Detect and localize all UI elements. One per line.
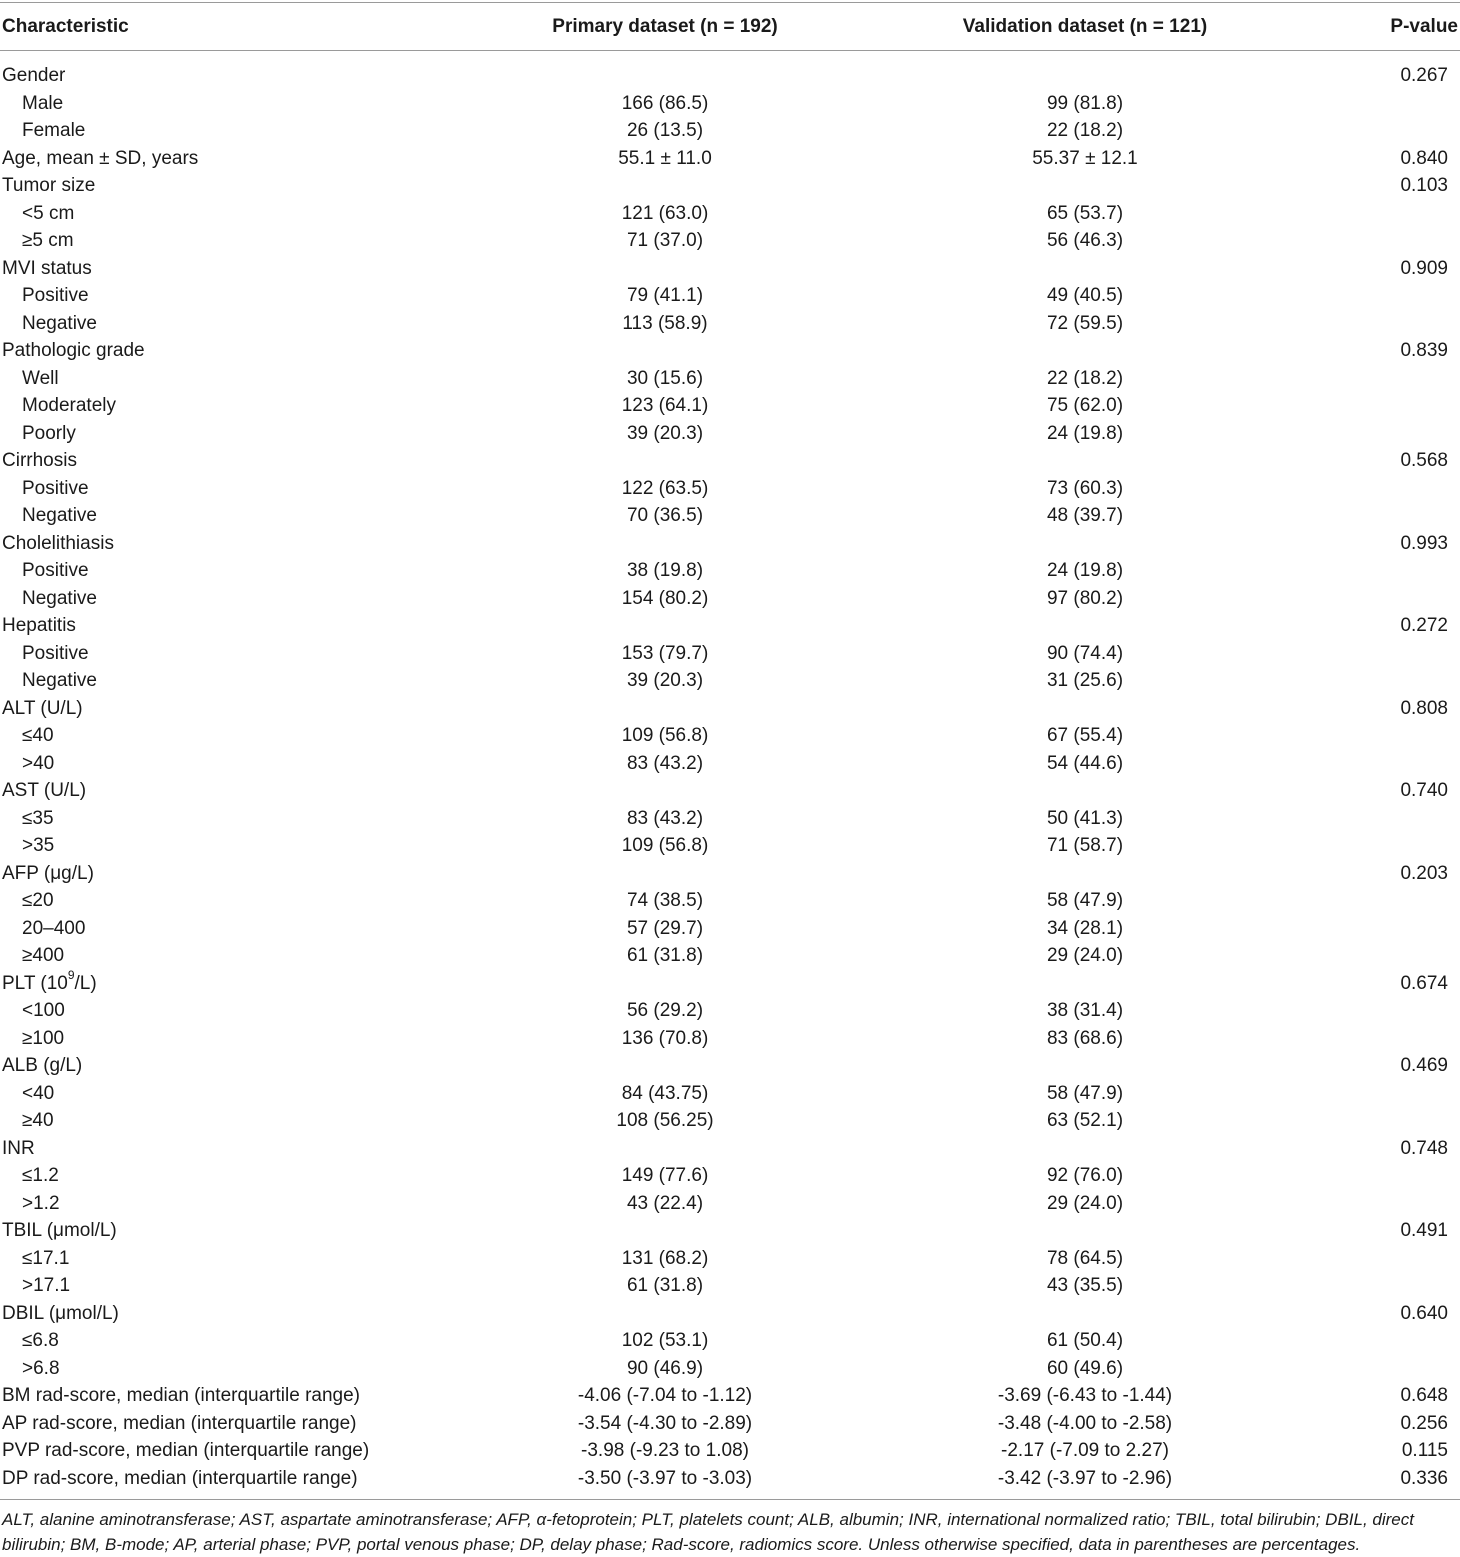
- row-p-value: 0.568: [1400, 450, 1448, 471]
- header-validation-dataset: Validation dataset (n = 121): [962, 16, 1208, 37]
- table-row: [0, 1135, 1460, 1163]
- table-row: [0, 942, 1460, 970]
- row-validation-value: 55.37 ± 12.1: [1032, 147, 1138, 169]
- row-primary-value: 74 (38.5): [626, 890, 704, 911]
- table-row: [0, 1190, 1460, 1218]
- table-row: [0, 585, 1460, 613]
- row-validation-value: 24 (19.8): [1046, 560, 1124, 581]
- row-validation-value: 65 (53.7): [1046, 202, 1124, 224]
- row-primary-value: 108 (56.25): [616, 1110, 714, 1131]
- row-characteristic: Positive: [22, 285, 89, 306]
- row-characteristic: Negative: [22, 670, 97, 691]
- header-characteristic: Characteristic: [2, 16, 129, 37]
- table-row: [0, 695, 1460, 723]
- row-p-value: 0.840: [1400, 147, 1448, 169]
- row-characteristic: AP rad-score, median (interquartile range): [2, 1412, 357, 1434]
- header-primary-dataset: Primary dataset (n = 192): [552, 16, 778, 37]
- row-characteristic: ≤17.1: [22, 1247, 70, 1269]
- row-characteristic: ALT (U/L): [2, 697, 83, 719]
- row-validation-value: 67 (55.4): [1046, 725, 1124, 746]
- table-row: [0, 145, 1460, 173]
- table-header-row: [0, 12, 1460, 42]
- row-primary-value: 38 (19.8): [626, 560, 704, 581]
- row-validation-value: 97 (80.2): [1046, 587, 1124, 609]
- row-validation-value: 90 (74.4): [1046, 642, 1124, 664]
- row-characteristic: Moderately: [22, 395, 116, 416]
- row-primary-value: 154 (80.2): [621, 587, 709, 609]
- table-row: [0, 640, 1460, 668]
- row-validation-value: 61 (50.4): [1046, 1330, 1124, 1351]
- row-validation-value: 22 (18.2): [1046, 367, 1124, 389]
- row-p-value: 0.115: [1401, 1440, 1448, 1461]
- row-validation-value: 34 (28.1): [1046, 917, 1124, 939]
- row-characteristic: ≥100: [22, 1027, 65, 1049]
- table-row: [0, 1327, 1460, 1355]
- row-validation-value: 50 (41.3): [1046, 807, 1124, 829]
- row-primary-value: 123 (64.1): [621, 395, 709, 416]
- row-characteristic: Gender: [2, 65, 66, 86]
- row-characteristic: MVI status: [2, 257, 92, 279]
- row-primary-value: 61 (31.8): [626, 945, 704, 966]
- row-characteristic: ≥5 cm: [22, 230, 74, 251]
- row-primary-value: -4.06 (-7.04 to -1.12): [577, 1385, 753, 1406]
- table-row: [0, 1272, 1460, 1300]
- row-characteristic: Pathologic grade: [2, 340, 145, 361]
- row-primary-value: 102 (53.1): [621, 1330, 709, 1351]
- row-characteristic: BM rad-score, median (interquartile range): [2, 1385, 360, 1406]
- row-p-value: 0.336: [1400, 1467, 1448, 1489]
- table-row: [0, 172, 1460, 200]
- row-validation-value: 29 (24.0): [1046, 1192, 1124, 1214]
- row-characteristic-text: PLT (10: [2, 972, 68, 994]
- row-primary-value: 131 (68.2): [621, 1247, 709, 1269]
- table-row: [0, 62, 1460, 90]
- row-validation-value: 99 (81.8): [1046, 92, 1124, 114]
- row-characteristic: >17.1: [22, 1275, 71, 1296]
- table-row: [0, 970, 1460, 998]
- row-p-value: 0.272: [1400, 615, 1448, 636]
- table-row: [0, 832, 1460, 860]
- row-validation-value: 38 (31.4): [1046, 1000, 1124, 1021]
- row-characteristic: ≤1.2: [22, 1165, 59, 1186]
- row-characteristic: 20–400: [22, 917, 86, 939]
- row-primary-value: 71 (37.0): [626, 230, 704, 251]
- table-row: [0, 1465, 1460, 1493]
- row-primary-value: 61 (31.8): [626, 1275, 704, 1296]
- row-characteristic: Cholelithiasis: [2, 532, 114, 554]
- row-primary-value: -3.54 (-4.30 to -2.89): [577, 1412, 753, 1434]
- row-characteristic: ≤40: [22, 725, 54, 746]
- row-characteristic: Positive: [22, 477, 89, 499]
- row-validation-value: 22 (18.2): [1046, 120, 1124, 141]
- row-characteristic-tail: /L): [74, 972, 97, 994]
- row-primary-value: 55.1 ± 11.0: [618, 147, 712, 169]
- table-row: [0, 750, 1460, 778]
- row-characteristic: ≤6.8: [22, 1330, 59, 1351]
- table-row: [0, 255, 1460, 283]
- table-footnote: ALT, alanine aminotransferase; AST, aspartate aminotransferase; AFP, α-fetoprotein; PLT, platelets count; ALB, albumin; INR, international normalized ratio; TBIL, total bilirubin; DBIL, direct bilirubin; BM, B-mode; AP, arterial phase; PVP, portal venous phase; DP, delay phase; Rad-score, radiomics score. Unless otherwise specified, data in parentheses are percentages.: [2, 1510, 1414, 1554]
- table-top-rule: [0, 2, 1460, 3]
- row-primary-value: -3.98 (-9.23 to 1.08): [581, 1440, 749, 1461]
- row-primary-value: 43 (22.4): [626, 1192, 704, 1214]
- row-primary-value: 84 (43.75): [621, 1082, 709, 1104]
- row-characteristic: AST (U/L): [2, 780, 87, 801]
- row-characteristic: ≤35: [22, 807, 54, 829]
- row-validation-value: 49 (40.5): [1046, 285, 1124, 306]
- row-p-value: 0.909: [1400, 257, 1448, 279]
- table-header-rule: [0, 50, 1460, 51]
- table-row: [0, 557, 1460, 585]
- row-characteristic: DP rad-score, median (interquartile range): [2, 1467, 358, 1489]
- row-characteristic: <100: [22, 1000, 65, 1021]
- table-bottom-rule: [0, 1499, 1460, 1500]
- row-primary-value: 121 (63.0): [621, 202, 709, 224]
- table-row: [0, 90, 1460, 118]
- row-validation-value: 83 (68.6): [1046, 1027, 1124, 1049]
- row-characteristic: >6.8: [22, 1357, 60, 1379]
- table-row: [0, 117, 1460, 145]
- table-row: [0, 667, 1460, 695]
- row-validation-value: 31 (25.6): [1046, 670, 1124, 691]
- table-row: [0, 805, 1460, 833]
- row-p-value: 0.740: [1400, 780, 1448, 801]
- row-characteristic: ALB (g/L): [2, 1055, 83, 1076]
- row-primary-value: 30 (15.6): [626, 367, 704, 389]
- table-row: [0, 475, 1460, 503]
- table-row: [0, 1300, 1460, 1328]
- table-row: [0, 1355, 1460, 1383]
- row-primary-value: 83 (43.2): [626, 752, 704, 774]
- row-validation-value: 29 (24.0): [1046, 945, 1124, 966]
- row-characteristic: <40: [22, 1082, 55, 1104]
- row-characteristic: Female: [22, 120, 86, 141]
- row-validation-value: 92 (76.0): [1046, 1165, 1124, 1186]
- table-row: [0, 997, 1460, 1025]
- row-validation-value: -3.48 (-4.00 to -2.58): [997, 1412, 1173, 1434]
- row-characteristic: Positive: [22, 560, 89, 581]
- row-primary-value: 57 (29.7): [626, 917, 704, 939]
- row-primary-value: 109 (56.8): [621, 725, 709, 746]
- row-primary-value: 56 (29.2): [626, 1000, 704, 1021]
- row-characteristic: TBIL (μmol/L): [2, 1220, 117, 1241]
- row-characteristic: Male: [22, 92, 64, 114]
- row-primary-value: 79 (41.1): [626, 285, 704, 306]
- row-validation-value: 72 (59.5): [1046, 312, 1124, 334]
- table-row: [0, 282, 1460, 310]
- row-validation-value: 58 (47.9): [1046, 890, 1124, 911]
- table-row: [0, 1107, 1460, 1135]
- table-row: [0, 447, 1460, 475]
- row-characteristic: INR: [2, 1137, 35, 1159]
- row-validation-value: 56 (46.3): [1046, 230, 1124, 251]
- row-primary-value: 113 (58.9): [622, 312, 708, 334]
- table-row: [0, 227, 1460, 255]
- row-p-value: 0.674: [1400, 972, 1448, 994]
- row-validation-value: 71 (58.7): [1046, 835, 1124, 856]
- table-row: [0, 722, 1460, 750]
- row-characteristic: AFP (μg/L): [2, 862, 94, 884]
- table-row: [0, 200, 1460, 228]
- row-primary-value: 153 (79.7): [621, 642, 709, 664]
- row-validation-value: 43 (35.5): [1046, 1275, 1124, 1296]
- table-row: [0, 310, 1460, 338]
- row-characteristic: Poorly: [22, 422, 76, 444]
- row-characteristic: Age, mean ± SD, years: [2, 147, 199, 169]
- row-p-value: 0.839: [1400, 340, 1448, 361]
- row-primary-value: 136 (70.8): [621, 1027, 709, 1049]
- row-primary-value: 39 (20.3): [626, 670, 704, 691]
- row-characteristic: Cirrhosis: [2, 450, 77, 471]
- table-row: [0, 337, 1460, 365]
- table-row: [0, 887, 1460, 915]
- table-row: [0, 612, 1460, 640]
- table-row: [0, 1410, 1460, 1438]
- row-p-value: 0.469: [1400, 1055, 1448, 1076]
- row-validation-value: 54 (44.6): [1046, 752, 1124, 774]
- row-primary-value: 83 (43.2): [626, 807, 704, 829]
- row-characteristic: Negative: [22, 587, 97, 609]
- table-row: [0, 915, 1460, 943]
- row-p-value: 0.993: [1400, 532, 1448, 554]
- row-characteristic-superscript: 9: [67, 968, 75, 983]
- row-p-value: 0.640: [1400, 1302, 1448, 1324]
- row-primary-value: 166 (86.5): [621, 92, 709, 114]
- row-characteristic: Hepatitis: [2, 615, 76, 636]
- table-row: [0, 1025, 1460, 1053]
- row-characteristic: Tumor size: [2, 175, 96, 196]
- row-p-value: 0.748: [1400, 1137, 1448, 1159]
- row-validation-value: 73 (60.3): [1046, 477, 1124, 499]
- table-row: [0, 420, 1460, 448]
- row-p-value: 0.648: [1400, 1385, 1448, 1406]
- row-p-value: 0.203: [1400, 862, 1448, 884]
- row-validation-value: 63 (52.1): [1046, 1110, 1124, 1131]
- table-row: [0, 502, 1460, 530]
- row-characteristic: ≤20: [22, 890, 54, 911]
- table-row: [0, 392, 1460, 420]
- row-characteristic: [2, 970, 97, 998]
- row-primary-value: 39 (20.3): [626, 422, 704, 444]
- table-row: [0, 1217, 1460, 1245]
- row-characteristic: PVP rad-score, median (interquartile range): [2, 1440, 370, 1461]
- row-characteristic: >1.2: [22, 1192, 60, 1214]
- row-validation-value: -3.42 (-3.97 to -2.96): [997, 1467, 1173, 1489]
- row-characteristic: Negative: [22, 505, 97, 526]
- row-primary-value: 149 (77.6): [621, 1165, 709, 1186]
- row-p-value: 0.267: [1400, 65, 1448, 86]
- table-body: [0, 62, 1460, 1492]
- row-characteristic: Well: [22, 367, 59, 389]
- row-primary-value: 109 (56.8): [621, 835, 709, 856]
- table-row: [0, 1162, 1460, 1190]
- row-characteristic: DBIL (μmol/L): [2, 1302, 119, 1324]
- table-row: [0, 1382, 1460, 1410]
- row-primary-value: 70 (36.5): [626, 505, 704, 526]
- row-primary-value: 122 (63.5): [621, 477, 709, 499]
- row-p-value: 0.808: [1400, 697, 1448, 719]
- row-characteristic: >40: [22, 752, 55, 774]
- row-validation-value: 48 (39.7): [1046, 505, 1124, 526]
- row-primary-value: 90 (46.9): [626, 1357, 704, 1379]
- table-row: [0, 365, 1460, 393]
- table-row: [0, 860, 1460, 888]
- row-p-value: 0.491: [1400, 1220, 1448, 1241]
- row-p-value: 0.103: [1400, 175, 1448, 196]
- row-characteristic: >35: [22, 835, 55, 856]
- row-validation-value: -2.17 (-7.09 to 2.27): [1001, 1440, 1169, 1461]
- table-row: [0, 530, 1460, 558]
- table-row: [0, 1437, 1460, 1465]
- table-row: [0, 777, 1460, 805]
- table-row: [0, 1080, 1460, 1108]
- row-characteristic: <5 cm: [22, 202, 75, 224]
- header-p-value: P-value: [1390, 16, 1458, 37]
- row-validation-value: 58 (47.9): [1046, 1082, 1124, 1104]
- row-primary-value: -3.50 (-3.97 to -3.03): [577, 1467, 753, 1489]
- row-validation-value: 78 (64.5): [1046, 1247, 1124, 1269]
- row-validation-value: 24 (19.8): [1046, 422, 1124, 444]
- row-characteristic: ≥40: [22, 1110, 54, 1131]
- row-characteristic: ≥400: [22, 945, 65, 966]
- row-validation-value: -3.69 (-6.43 to -1.44): [997, 1385, 1173, 1406]
- table-row: [0, 1245, 1460, 1273]
- row-characteristic: Negative: [22, 312, 97, 334]
- row-validation-value: 60 (49.6): [1046, 1357, 1124, 1379]
- row-characteristic: Positive: [22, 642, 89, 664]
- row-primary-value: 26 (13.5): [626, 120, 704, 141]
- row-validation-value: 75 (62.0): [1046, 395, 1124, 416]
- table-row: [0, 1052, 1460, 1080]
- row-p-value: 0.256: [1400, 1412, 1448, 1434]
